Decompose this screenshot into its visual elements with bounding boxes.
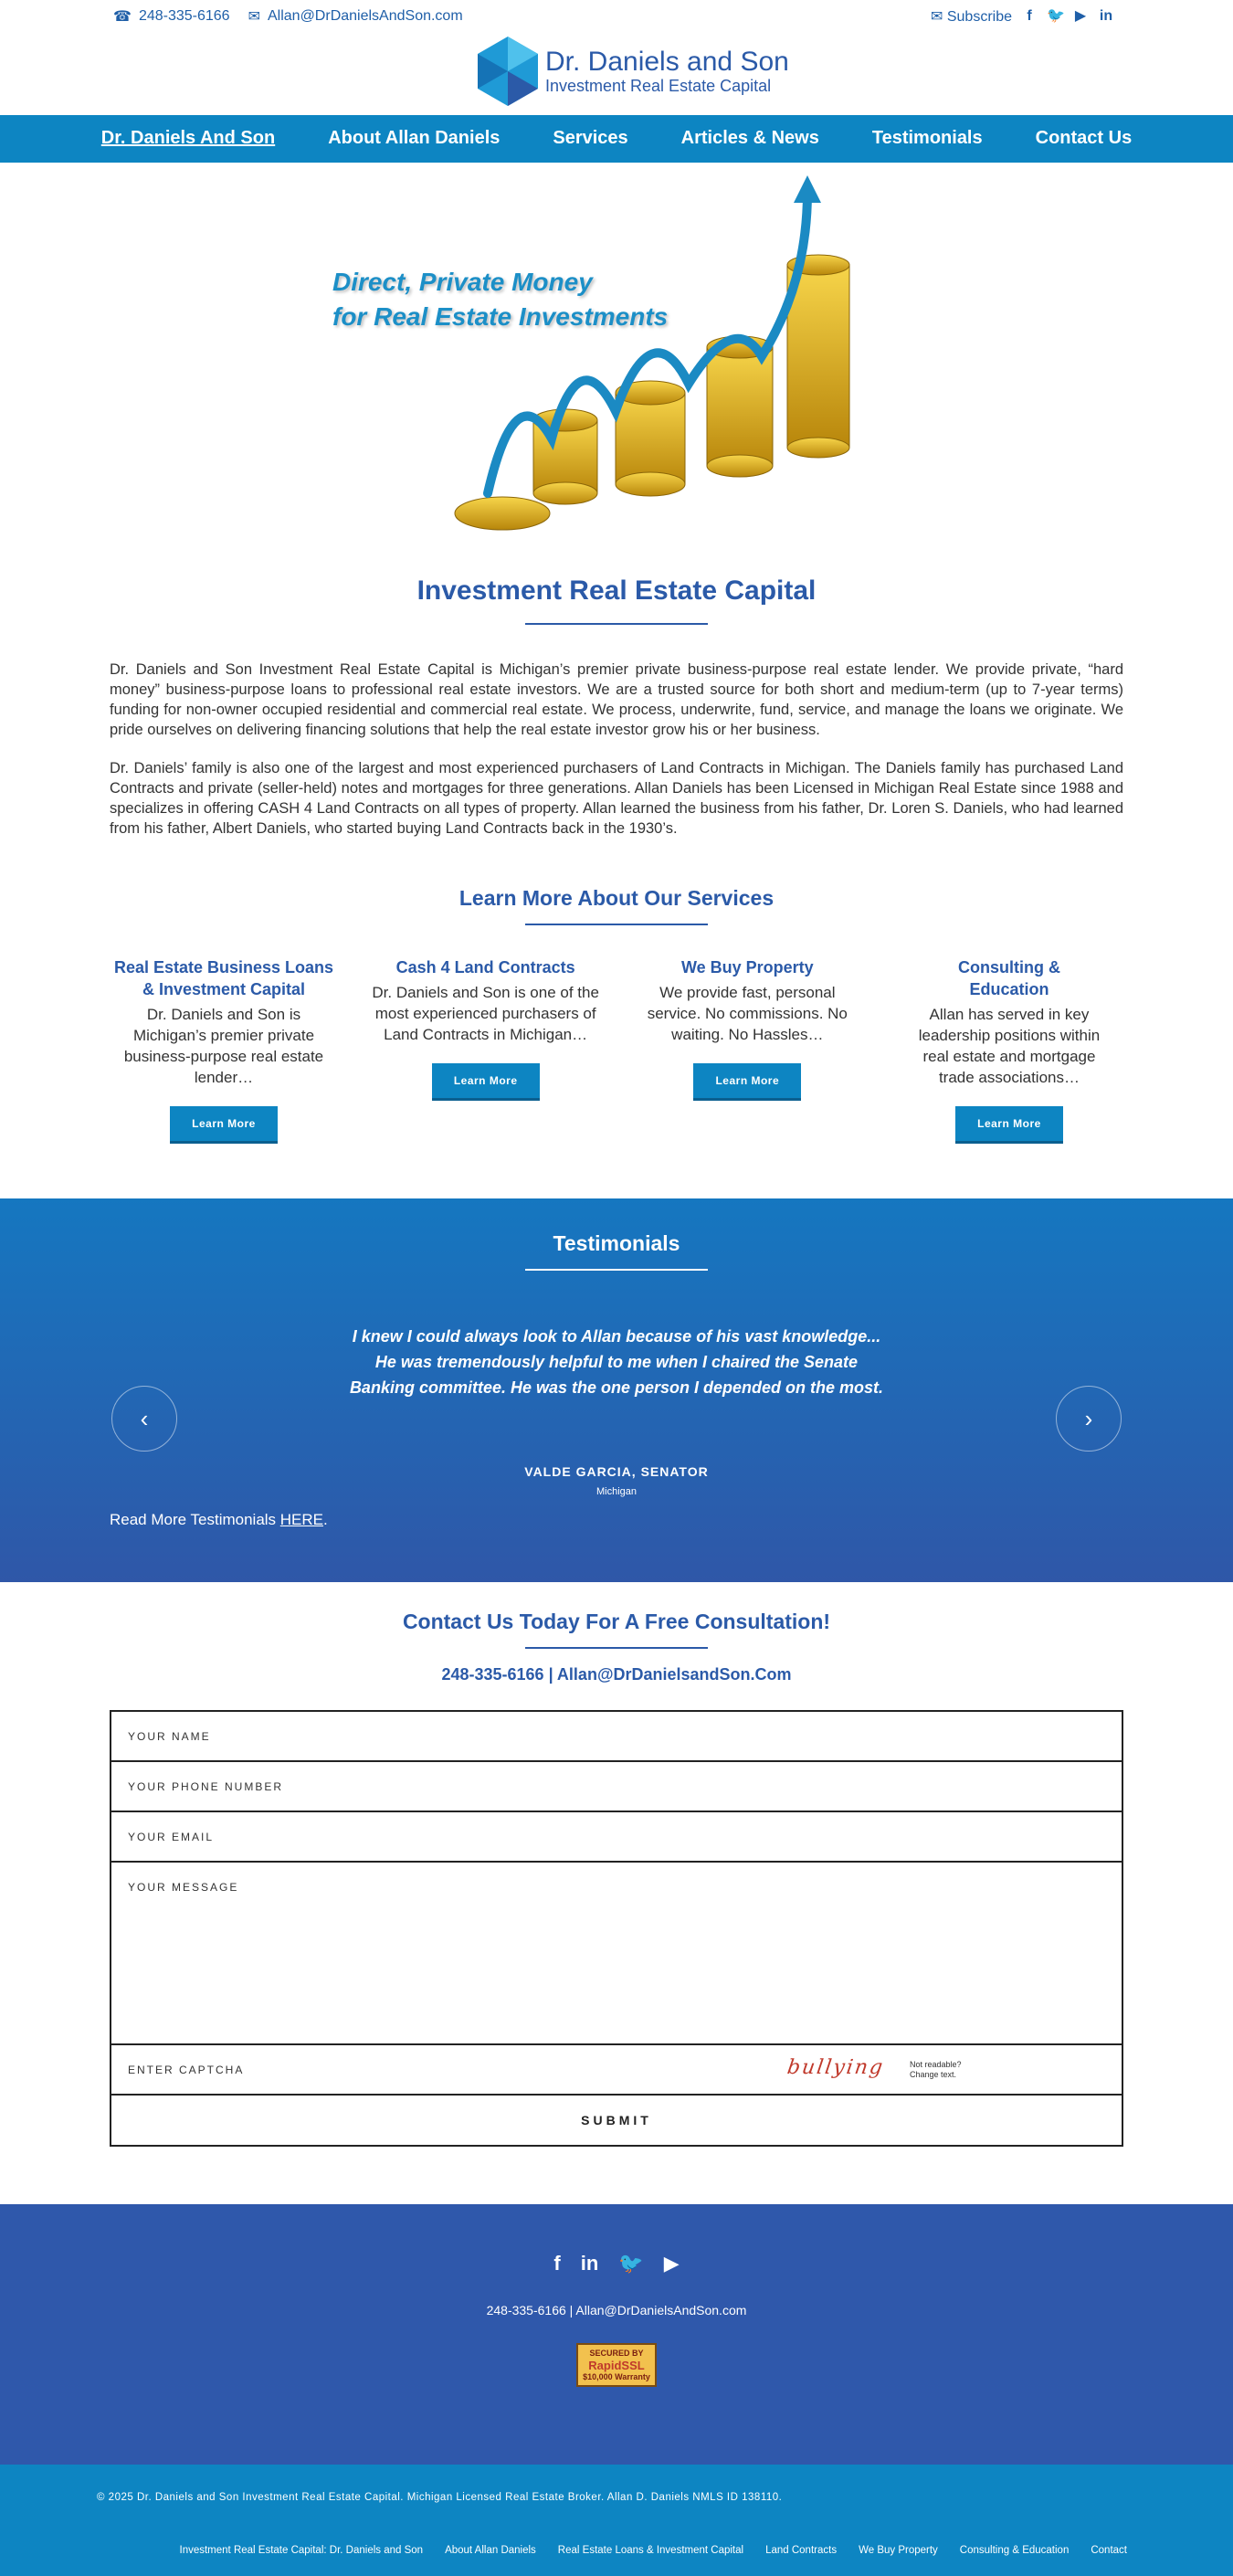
main-nav: [0, 115, 1233, 163]
logo-title: Dr. Daniels and Son: [545, 47, 789, 77]
title-divider: [525, 924, 708, 925]
hero-banner: [332, 174, 935, 557]
service-title[interactable]: We Buy Property: [680, 958, 814, 977]
intro-paragraph-1: Dr. Daniels and Son Investment Real Estate Capital is Michigan’s premier private business-purpose real estate lender. We provide private, “hard money” business-purpose loans to professional real estate investors. We are a trusted source for both short and medium-term (up to 7-year terms) funding for non-owner occupied residential and commercial real estate. We process, underwrite, fund, service, and manage the loans we originate. We pride ourselves on delivering financing solutions that help the real estate investor grow his or her business.: [110, 661, 1123, 738]
learn-more-button[interactable]: Learn More: [432, 1063, 540, 1101]
service-title[interactable]: Consulting & Education: [957, 958, 1060, 998]
chevron-left-icon: ‹: [140, 1404, 149, 1432]
email-input[interactable]: YOUR EMAIL: [111, 1812, 1122, 1863]
footer-link[interactable]: Real Estate Loans & Investment Capital: [557, 2545, 744, 2556]
nav-item-home[interactable]: Dr. Daniels And Son: [100, 128, 276, 148]
intro-title: Investment Real Estate Capital: [416, 575, 817, 606]
footer-link[interactable]: We Buy Property: [859, 2545, 938, 2556]
youtube-icon[interactable]: ▶: [1074, 8, 1087, 24]
title-divider: [525, 1269, 708, 1271]
learn-more-button[interactable]: Learn More: [693, 1063, 801, 1101]
mail-icon: ✉: [248, 9, 260, 25]
footer-link[interactable]: Contact: [1091, 2545, 1127, 2556]
footer-social: [0, 2252, 1233, 2275]
service-card-land-contracts: [372, 956, 600, 1144]
learn-more-button[interactable]: Learn More: [170, 1106, 278, 1144]
email-link[interactable]: [248, 7, 463, 26]
facebook-icon[interactable]: f: [1027, 8, 1032, 24]
captcha-refresh-link[interactable]: Not readable? Change text.: [910, 2060, 962, 2079]
email-text: Allan@DrDanielsAndSon.com: [267, 8, 463, 24]
testimonials-title: Testimonials: [553, 1231, 680, 1255]
service-text: We provide fast, personal service. No commissions. No waiting. No Hassles…: [647, 984, 848, 1043]
title-divider: [525, 1647, 708, 1649]
nav-item-services[interactable]: Services: [553, 128, 628, 148]
coins-graph-illustration: [332, 174, 935, 557]
name-input[interactable]: YOUR NAME: [111, 1712, 1122, 1762]
captcha-row: [111, 2045, 1122, 2096]
testimonials-here-link[interactable]: HERE: [279, 1511, 324, 1528]
intro-paragraph-2: Dr. Daniels’ family is also one of the largest and most experienced purchasers of Land Contracts in Michigan. The Daniels family has purchased Land Contracts and private (seller-held) notes and mortgages for three generations. Allan Daniels has been Licensed in Michigan Real Estate since 1988 and specializes in offering CASH 4 Land Contracts on all types of property. Allan learned the business from his father, Dr. Loren S. Daniels, who had learned from his father, Albert Daniels, who started buying Land Contracts back in the 1930’s.: [110, 760, 1123, 837]
service-text: Allan has served in key leadership positions within real estate and mortgage trade associations…: [918, 1006, 1101, 1086]
twitter-icon[interactable]: 🐦: [618, 2252, 644, 2275]
testimonials-section: [0, 1198, 1233, 1582]
chevron-right-icon: ›: [1084, 1404, 1093, 1432]
intro-section: [110, 575, 1123, 839]
service-title[interactable]: Real Estate Business Loans & Investment Capital: [113, 958, 334, 998]
carousel-prev-button[interactable]: [111, 1386, 177, 1452]
services-section: [110, 886, 1123, 1144]
footer-link[interactable]: Land Contracts: [765, 2545, 838, 2556]
top-bar: [0, 0, 1233, 37]
phone-input[interactable]: YOUR PHONE NUMBER: [111, 1762, 1122, 1812]
logo-mark-icon: [478, 37, 538, 106]
hero-tagline: Direct, Private Money for Real Estate Investments: [332, 268, 669, 331]
subscribe-link[interactable]: ✉ Subscribe: [930, 9, 1012, 25]
footer-contact-info: 248-335-6166 | Allan@DrDanielsAndSon.com: [486, 2303, 747, 2317]
footer-bottom: [0, 2465, 1233, 2576]
twitter-icon[interactable]: 🐦: [1047, 8, 1065, 24]
footer-link[interactable]: About Allan Daniels: [445, 2545, 536, 2556]
title-divider: [525, 623, 708, 625]
services-list: [110, 956, 1123, 1144]
footer: [0, 2204, 1233, 2465]
carousel-next-button[interactable]: [1056, 1386, 1122, 1452]
nav-item-contact[interactable]: Contact Us: [1035, 128, 1133, 148]
service-card-loans: [110, 956, 338, 1144]
captcha-image: bullying: [785, 2056, 886, 2079]
footer-links: [180, 2545, 1128, 2556]
contact-form: [110, 1710, 1123, 2147]
testimonial-author: VALDE GARCIA, SENATOR: [524, 1464, 709, 1479]
service-card-buy-property: [633, 956, 861, 1144]
rapidssl-badge[interactable]: SECURED BY RapidSSL $10,000 Warranty: [576, 2343, 657, 2387]
footer-link[interactable]: Consulting & Education: [959, 2545, 1070, 2556]
contact-title: Contact Us Today For A Free Consultation!: [402, 1610, 831, 1633]
contact-section: [110, 1610, 1123, 2147]
submit-button[interactable]: SUBMIT: [581, 2113, 652, 2127]
read-more-testimonials: Read More Testimonials HERE.: [110, 1511, 328, 1528]
linkedin-icon[interactable]: in: [1099, 8, 1113, 24]
top-social: [931, 7, 1114, 26]
contact-info: 248-335-6166 | Allan@DrDanielsandSon.Com: [441, 1665, 792, 1684]
nav-item-testimonials[interactable]: Testimonials: [871, 128, 983, 148]
logo-subtitle: Investment Real Estate Capital: [545, 77, 772, 95]
service-title[interactable]: Cash 4 Land Contracts: [395, 958, 575, 977]
youtube-icon[interactable]: ▶: [663, 2252, 680, 2275]
testimonial-quote: I knew I could always look to Allan because of his vast knowledge... He was tremendously helpful to me when I chaired the Senate Banking committee. He was the one person I depended on the most.: [349, 1327, 884, 1397]
phone-text: 248-335-6166: [138, 8, 230, 24]
service-text: Dr. Daniels and Son is Michigan’s premier private business-purpose real estate lender…: [123, 1006, 324, 1086]
phone-icon: ☎: [113, 9, 132, 25]
linkedin-icon[interactable]: in: [580, 2252, 599, 2275]
footer-link[interactable]: Investment Real Estate Capital: Dr. Daniels and Son: [179, 2545, 424, 2556]
top-contact: [113, 7, 463, 26]
site-logo[interactable]: [478, 37, 789, 106]
testimonial-location: Michigan: [595, 1486, 638, 1497]
copyright: © 2025 Dr. Daniels and Son Investment Real Estate Capital. Michigan Licensed Real Estate Broker. Allan D. Daniels NMLS ID 138110.: [97, 2492, 783, 2503]
facebook-icon[interactable]: f: [553, 2252, 561, 2275]
message-textarea[interactable]: YOUR MESSAGE: [111, 1863, 1122, 2045]
learn-more-button[interactable]: Learn More: [955, 1106, 1063, 1144]
captcha-input[interactable]: ENTER CAPTCHA: [128, 2063, 245, 2076]
phone-link[interactable]: [113, 7, 230, 26]
nav-item-about[interactable]: About Allan Daniels: [328, 128, 501, 148]
service-text: Dr. Daniels and Son is one of the most experienced purchasers of Land Contracts in Michigan…: [372, 984, 599, 1043]
nav-item-articles[interactable]: Articles & News: [680, 128, 819, 148]
service-card-consulting: [895, 956, 1123, 1144]
services-title: Learn More About Our Services: [458, 886, 775, 910]
